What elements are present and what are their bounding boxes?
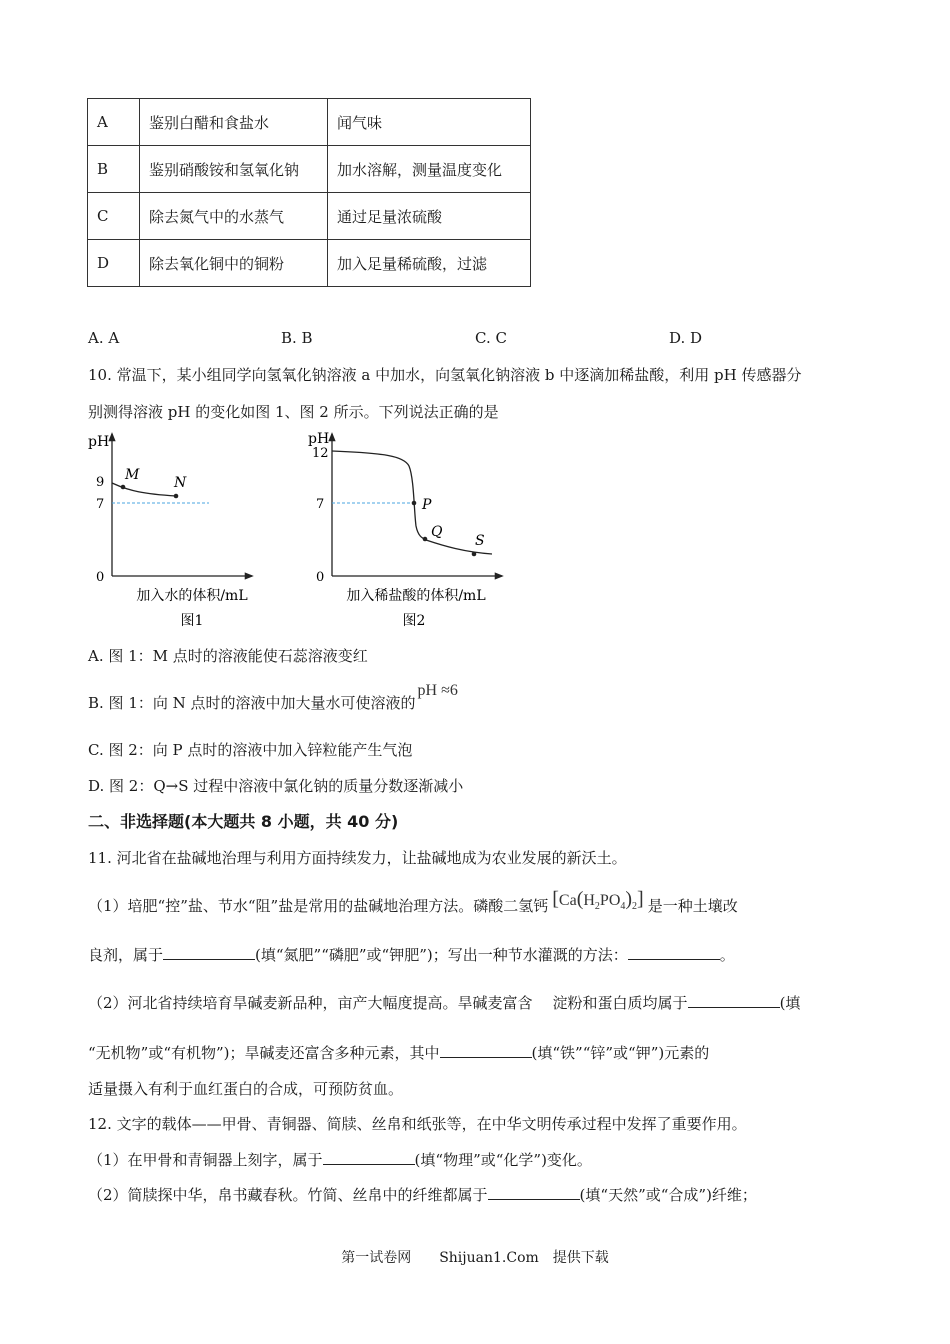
q11-text: （2）河北省持续培育旱碱麦新品种，亩产大幅度提高。旱碱麦富含	[88, 994, 533, 1012]
q11-text: (填“氮肥”“磷肥”或“钾肥”)；写出一种节水灌溉的方法：	[255, 946, 628, 964]
figure-2-chart	[304, 426, 540, 636]
q11-part1-line1	[88, 888, 738, 918]
q10-option-b-text: B. 图 1：向 N 点时的溶液中加大量水可使溶液的	[88, 694, 416, 712]
q11-text: (填	[779, 994, 801, 1012]
point-n	[174, 494, 179, 499]
point-q-label: Q	[431, 524, 443, 540]
figure-title: 图1	[180, 613, 204, 629]
row-goal: 除去氮气中的水蒸气	[140, 193, 328, 240]
formula-sub: 4	[620, 901, 626, 913]
q11-part1-text: （1）培肥“控”盐、节水“阻”盐是常用的盐碱地治理方法。磷酸二氢钙	[88, 897, 549, 915]
point-m-label: M	[125, 467, 140, 483]
options-table	[87, 98, 531, 287]
row-method: 加入足量稀硫酸，过滤	[328, 240, 531, 287]
q11-stem: 11. 河北省在盐碱地治理与利用方面持续发力，让盐碱地成为农业发展的新沃土。	[88, 849, 627, 867]
formula-ca: Ca	[558, 892, 577, 909]
point-q	[423, 537, 428, 542]
series-line	[112, 483, 176, 496]
row-goal: 鉴别白醋和食盐水	[140, 99, 328, 146]
answer-blank[interactable]	[488, 1185, 580, 1200]
y-axis-label: pH	[308, 431, 330, 447]
q12-text: （1）在甲骨和青铜器上刻字，属于	[88, 1151, 323, 1169]
answer-blank[interactable]	[163, 945, 255, 960]
q11-part2-line1	[88, 992, 800, 1013]
answer-blank[interactable]	[688, 993, 780, 1008]
answer-blank[interactable]	[323, 1150, 415, 1165]
y-tick-label: 7	[96, 497, 105, 512]
q11-text: 。	[719, 946, 735, 964]
point-p	[412, 501, 417, 506]
choice-b: B. B	[281, 329, 313, 347]
point-s	[472, 552, 477, 557]
point-s-label: S	[475, 533, 485, 549]
figure-title: 图2	[402, 613, 426, 629]
choice-d: D. D	[669, 329, 703, 347]
q12-part1	[88, 1149, 592, 1170]
point-p-label: P	[422, 497, 432, 513]
row-method: 闻气味	[328, 99, 531, 146]
formula-h: H	[583, 892, 595, 909]
ph-formula: pH ≈6	[417, 682, 458, 699]
y-tick-label: 12	[312, 446, 329, 461]
point-m	[121, 485, 126, 490]
x-axis-label: 加入稀盐酸的体积/mL	[346, 588, 486, 604]
table-row	[88, 193, 531, 240]
row-letter: D	[88, 240, 140, 287]
point-n-label: N	[174, 475, 187, 491]
q10-option-b	[88, 682, 458, 713]
q11-part2-line3: 适量摄入有利于血红蛋白的合成，可预防贫血。	[88, 1080, 404, 1098]
q11-text: “无机物”或“有机物”)；旱碱麦还富含多种元素，其中	[88, 1044, 440, 1062]
formula-sub: 2	[594, 901, 600, 913]
q11-text: 淀粉和蛋白质均属于	[552, 994, 688, 1012]
figure-1-chart	[84, 426, 284, 636]
q12-text: (填“物理”或“化学”)变化。	[414, 1151, 592, 1169]
y-tick-label: 7	[316, 497, 325, 512]
choice-c: C. C	[475, 329, 507, 347]
page-footer: 第一试卷网 Shijuan1.Com 提供下载	[341, 1250, 609, 1266]
q12-stem: 12. 文字的载体——甲骨、青铜器、简牍、丝帛和纸张等，在中华文明传承过程中发挥了重要作用。	[88, 1115, 747, 1133]
q12-text: (填“天然”或“合成”)纤维；	[579, 1186, 757, 1204]
answer-blank[interactable]	[628, 945, 720, 960]
table-row	[88, 99, 531, 146]
choice-a: A. A	[88, 329, 120, 347]
row-method: 加水溶解，测量温度变化	[328, 146, 531, 193]
row-goal: 除去氧化铜中的铜粉	[140, 240, 328, 287]
q11-text: 良剂，属于	[88, 946, 164, 964]
formula-po: PO	[599, 892, 621, 909]
row-method: 通过足量浓硫酸	[328, 193, 531, 240]
q11-part1-text-end: 是一种土壤改	[647, 897, 738, 915]
y-tick-label: 0	[316, 570, 325, 585]
chemical-formula: $[Ca(H_2PO_4)_2]$	[552, 888, 644, 913]
row-letter: B	[88, 146, 140, 193]
q12-part2	[88, 1184, 757, 1205]
formula-sub: 2	[632, 901, 638, 913]
q11-text: (填“铁”“锌”或“钾”)元素的	[531, 1044, 710, 1062]
y-tick-label: 9	[96, 475, 105, 490]
q10-option-a: A. 图 1：M 点时的溶液能使石蕊溶液变红	[88, 647, 368, 665]
row-letter: A	[88, 99, 140, 146]
row-goal: 鉴别硝酸铵和氢氧化钠	[140, 146, 328, 193]
x-axis-label: 加入水的体积/mL	[136, 588, 248, 604]
q11-part2-line2	[88, 1042, 709, 1063]
y-axis-label: pH	[88, 434, 110, 450]
q10-option-c: C. 图 2：向 P 点时的溶液中加入锌粒能产生气泡	[88, 741, 413, 759]
answer-blank[interactable]	[440, 1043, 532, 1058]
table-row	[88, 146, 531, 193]
table-row	[88, 240, 531, 287]
q10-stem-line2: 别测得溶液 pH 的变化如图 1、图 2 所示。下列说法正确的是	[88, 403, 499, 421]
section-heading: 二、非选择题(本大题共 8 小题，共 40 分)	[88, 812, 399, 831]
q10-option-d: D. 图 2：Q→S 过程中溶液中氯化钠的质量分数逐渐减小	[88, 777, 464, 795]
q11-part1-line2	[88, 944, 735, 965]
q12-text: （2）简牍探中华，帛书藏春秋。竹简、丝帛中的纤维都属于	[88, 1186, 488, 1204]
row-letter: C	[88, 193, 140, 240]
y-tick-label: 0	[96, 570, 105, 585]
q10-stem-line1: 10. 常温下，某小组同学向氢氧化钠溶液 a 中加水，向氢氧化钠溶液 b 中逐滴加稀盐酸，利用 pH 传感器分	[88, 366, 802, 384]
